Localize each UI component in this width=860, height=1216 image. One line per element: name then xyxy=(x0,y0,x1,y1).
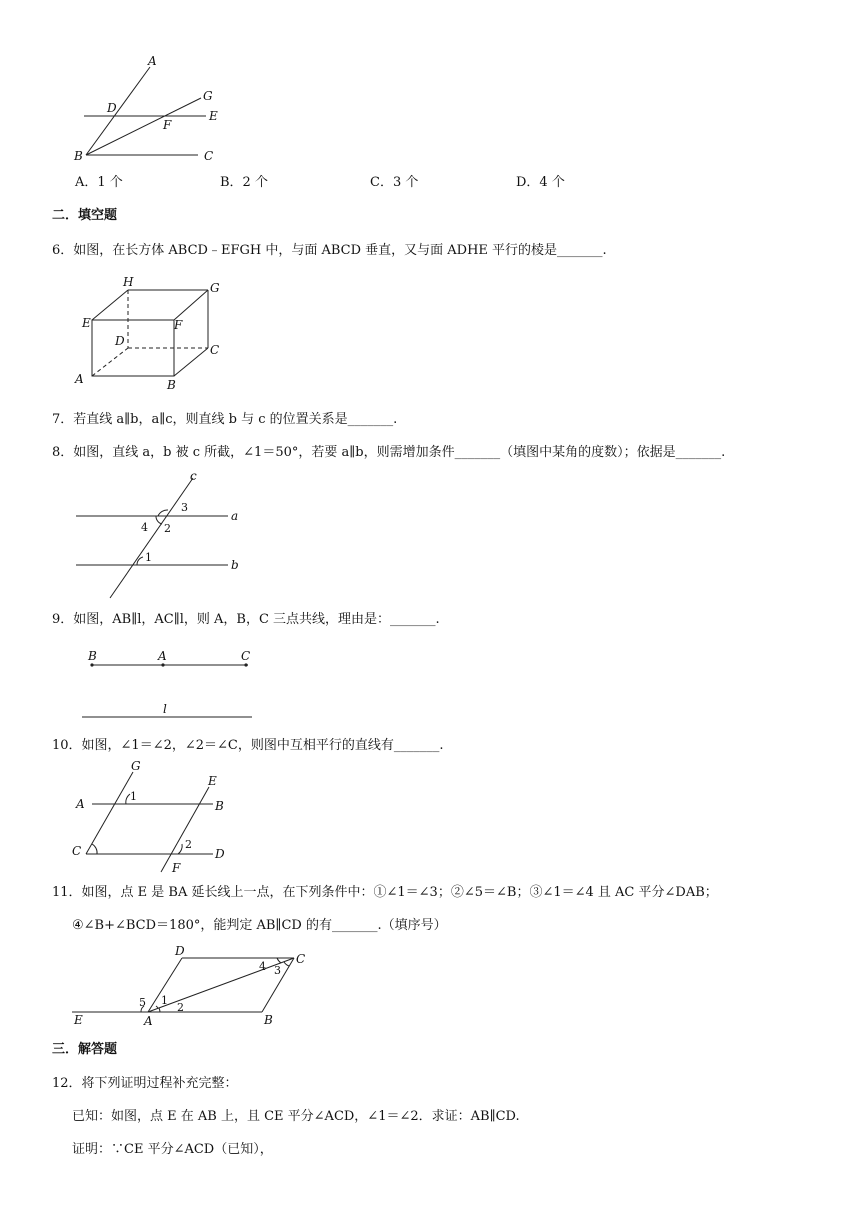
label-b: b xyxy=(231,558,239,572)
label-e: E xyxy=(209,109,218,123)
question-6: 6．如图，在长方体 ABCD﹣EFGH 中，与面 ABCD 垂直，又与面 ADHE 平行的棱是_______. xyxy=(52,243,607,258)
question-10: 10．如图，∠1＝∠2，∠2＝∠C，则图中互相平行的直线有_______. xyxy=(52,738,444,753)
label-d: D xyxy=(115,334,125,348)
section-fill-blank: 二．填空题 xyxy=(52,208,118,223)
label-f: F xyxy=(163,118,172,132)
label-l: l xyxy=(163,702,167,716)
label-a: A xyxy=(144,1014,153,1028)
label-a: A xyxy=(148,54,157,68)
angle-4: 4 xyxy=(259,960,266,973)
label-g: G xyxy=(131,759,141,773)
label-c: C xyxy=(204,149,214,163)
label-a: A xyxy=(158,649,167,663)
angle-1: 1 xyxy=(145,551,152,564)
angle-3: 3 xyxy=(181,501,188,514)
label-c: C xyxy=(241,649,251,663)
label-e: E xyxy=(74,1013,83,1027)
label-e: E xyxy=(82,316,91,330)
question-12-proof: 证明：∵CE 平分∠ACD（已知）， xyxy=(72,1142,273,1157)
angle-5: 5 xyxy=(139,996,146,1009)
figure-q10 xyxy=(70,760,240,875)
angle-4: 4 xyxy=(141,521,148,534)
question-12: 12．将下列证明过程补充完整： xyxy=(52,1076,238,1091)
question-11-line2: ④∠B+∠BCD＝180°，能判定 AB∥CD 的有_______.（填序号） xyxy=(72,918,447,933)
option-c: C．3 个 xyxy=(370,175,419,190)
label-c: c xyxy=(190,469,197,483)
label-f: F xyxy=(172,861,181,875)
question-9: 9．如图，AB∥l，AC∥l，则 A，B，C 三点共线，理由是：_______. xyxy=(52,612,440,627)
option-a: A．1 个 xyxy=(75,175,123,190)
label-e: E xyxy=(208,774,217,788)
option-b: B．2 个 xyxy=(220,175,268,190)
label-c: C xyxy=(296,952,306,966)
angle-1: 1 xyxy=(161,994,168,1007)
angle-2: 2 xyxy=(177,1001,184,1014)
question-11-line1: 11．如图，点 E 是 BA 延长线上一点，在下列条件中：①∠1＝∠3；②∠5＝∠B；③∠1＝∠4 且 AC 平分∠DAB； xyxy=(52,885,718,900)
question-8: 8．如图，直线 a，b 被 c 所截，∠1＝50°，若要 a∥b，则需增加条件_______（填图中某角的度数）；依据是_______. xyxy=(52,445,726,460)
label-d: D xyxy=(107,101,117,115)
figure-q6-cuboid xyxy=(70,270,230,395)
line-ba xyxy=(86,67,150,155)
label-a: A xyxy=(76,797,85,811)
label-c: C xyxy=(210,343,220,357)
figure-q5 xyxy=(70,55,230,165)
option-d: D．4 个 xyxy=(516,175,565,190)
label-h: H xyxy=(123,275,134,289)
label-b: B xyxy=(74,149,83,163)
label-b: B xyxy=(215,799,224,813)
figure-q11 xyxy=(70,944,340,1029)
angle-2: 2 xyxy=(185,838,192,851)
label-g: G xyxy=(203,89,213,103)
angle-2: 2 xyxy=(164,522,171,535)
label-d: D xyxy=(175,944,185,958)
label-f: F xyxy=(174,318,183,332)
line-bg xyxy=(86,98,201,155)
label-b: B xyxy=(167,378,176,392)
label-b: B xyxy=(88,649,97,663)
angle-1: 1 xyxy=(130,790,137,803)
label-g: G xyxy=(210,281,220,295)
label-d: D xyxy=(215,847,225,861)
figure-q9 xyxy=(70,645,270,725)
section-answer: 三．解答题 xyxy=(52,1042,118,1057)
question-12-given: 已知：如图，点 E 在 AB 上，且 CE 平分∠ACD，∠1＝∠2．求证：AB∥CD. xyxy=(72,1109,520,1124)
question-7: 7．若直线 a∥b，a∥c，则直线 b 与 c 的位置关系是_______. xyxy=(52,412,398,427)
label-b: B xyxy=(264,1013,273,1027)
figure-q8 xyxy=(70,470,260,600)
angle-3: 3 xyxy=(274,964,281,977)
label-a: a xyxy=(231,509,239,523)
label-c: C xyxy=(72,844,82,858)
label-a: A xyxy=(75,372,84,386)
